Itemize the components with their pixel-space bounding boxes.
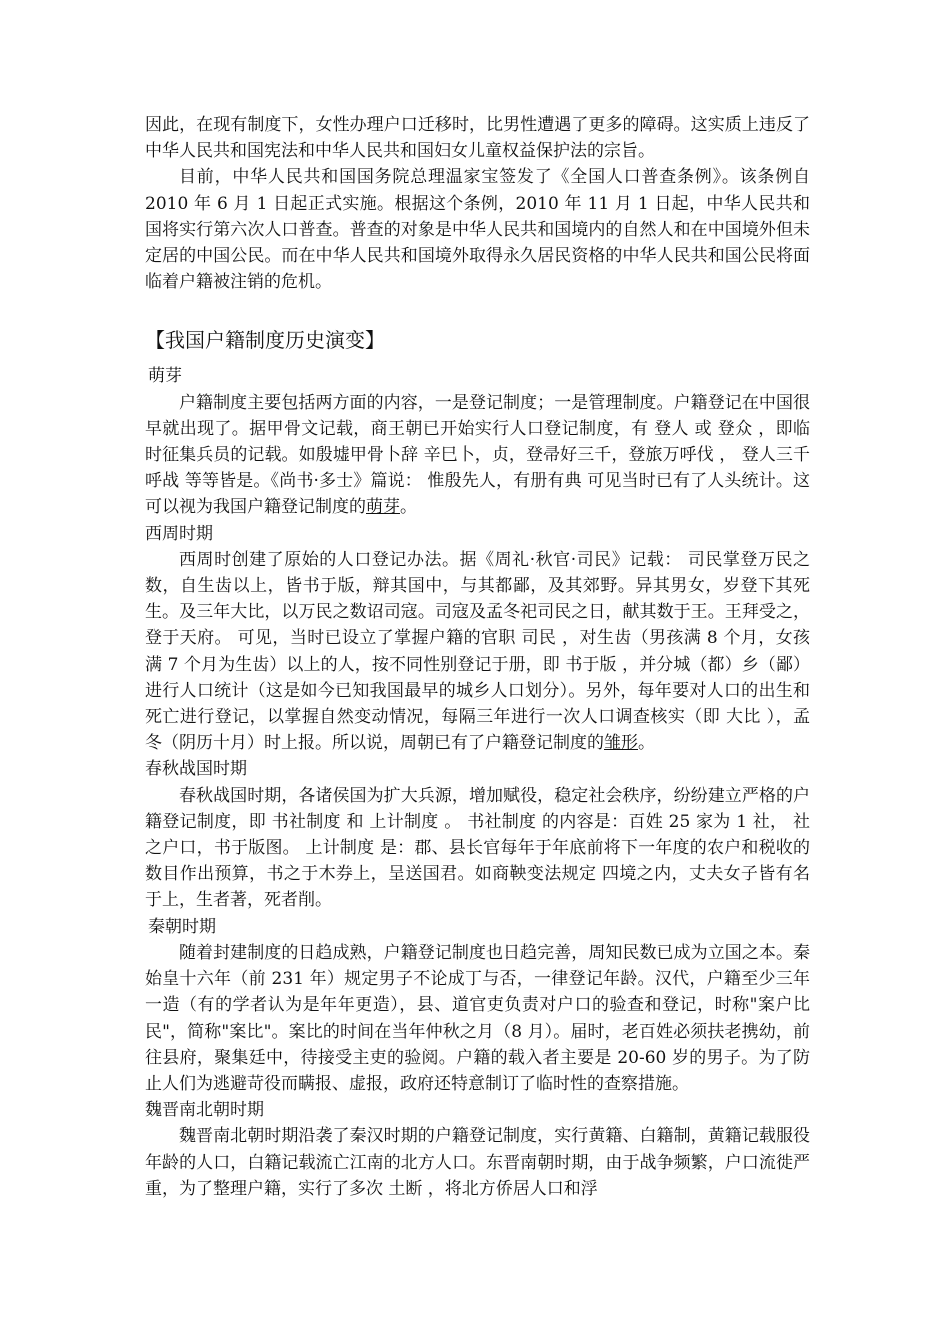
subheading-mengya: 萌芽 — [148, 366, 182, 387]
paragraph-mengya-end: 。 — [400, 497, 417, 518]
paragraph-mengya — [145, 390, 810, 521]
paragraph-qin: 随着封建制度的日趋成熟，户籍登记制度也日趋完善，周知民数已成为立国之本。秦始皇十六年（前 231 年）规定男子不论成丁与否，一律登记年龄。汉代，户籍至少三年一造（有的学者认为是年年更造），县、道官吏负责对户口的验查和登记，时称"案户比民"，简称"案比"。案比的时间在当年仲秋之月（8 月）。届时，老百姓必须扶老携幼，前往县府，聚集廷中，待接受主吏的验阅。户籍的载入者主要是 20-60 岁的男子。为了防止人们为逃避苛役而瞒报、虚报，政府还特意制订了临时性的查察措施。 — [145, 942, 810, 1094]
paragraph-xizhou — [145, 547, 810, 757]
intro-paragraph-1: 因此，在现有制度下，女性办理户口迁移时，比男性遭遇了更多的障碍。这实质上违反了中华人民共和国宪法和中华人民共和国妇女儿童权益保护法的宗旨。 — [145, 115, 810, 162]
emphasis-mengya: 萌芽 — [366, 497, 400, 518]
paragraph-xizhou-end: 。 — [638, 733, 655, 754]
intro-paragraph-2: 目前，中华人民共和国国务院总理温家宝签发了《全国人口普查条例》。该条例自 2010 年 6 月 1 日起正式实施。根据这个条例，2010 年 11 月 1 日起，中华人民共和国将实行第六次人口普查。普查的对象是中华人民共和国境内的自然人和在中国境外但未定居的中国公民。而在中华人民共和国境外取得永久居民资格的中华人民共和国公民将面临着户籍被注销的危机。 — [145, 167, 810, 293]
paragraph-chunqiu: 春秋战国时期，各诸侯国为扩大兵源，增加赋役，稳定社会秩序，纷纷建立严格的户籍登记制度，即 书社制度 和 上计制度 。 书社制度 的内容是：百姓 25 家为 1 社， 社之户口，书于版图。 上计制度 是：郡、县长官每年于年底前将下一年度的农户和税收的数目作出预算，书之于木券上，呈送国君。如商鞅变法规定 四境之内，丈夫女子皆有名于上，生者著，死者削。 — [145, 785, 810, 911]
section-heading: 【我国户籍制度历史演变】 — [145, 328, 385, 353]
subheading-chunqiu: 春秋战国时期 — [145, 759, 247, 780]
paragraph-xizhou-text: 西周时创建了原始的人口登记办法。据《周礼·秋官·司民》记载： 司民掌登万民之数，自生齿以上，皆书于版，辩其国中，与其都鄙，及其郊野。异其男女，岁登下其死生。及三年大比，以万民之数诏司寇。司寇及孟冬祀司民之日，献其数于王。王拜受之，登于天府。 可见，当时已设立了掌握户籍的官职 司民 ，对生齿（男孩满 8 个月，女孩满 7 个月为生齿）以上的人，按不同性别登记于册，即 书于版 ，并分城（都）乡（鄙）进行人口统计（这是如今已知我国最早的城乡人口划分）。另外，每年要对人口的出生和死亡进行登记，以掌握自然变动情况，每隔三年进行一次人口调查核实（即 大比 ），孟冬（阴历十月）时上报。所以说，周朝已有了户籍登记制度的 — [145, 549, 810, 754]
emphasis-xizhou: 雏形 — [604, 733, 638, 754]
subheading-xizhou: 西周时期 — [145, 523, 213, 544]
paragraph-mengya-text: 户籍制度主要包括两方面的内容，一是登记制度；一是管理制度。户籍登记在中国很早就出现了。据甲骨文记载，商王朝已开始实行人口登记制度，有 登人 或 登众 ，即临时征集兵员的记载。如殷墟甲骨卜辞 辛巳卜，贞，登帚好三千，登旅万呼伐 ， 登人三千呼战 等等皆是。《尚书·多士》篇说： 惟殷先人，有册有典 可见当时已有了人头统计。这可以视为我国户籍登记制度的 — [145, 392, 810, 518]
paragraph-weijin: 魏晋南北朝时期沿袭了秦汉时期的户籍登记制度，实行黄籍、白籍制，黄籍记载服役年龄的人口，白籍记载流亡江南的北方人口。东晋南朝时期，由于战争频繁，户口流徙严重，为了整理户籍，实行了多次 土断 ，将北方侨居人口和浮 — [145, 1126, 810, 1199]
document-page — [145, 112, 810, 1202]
subheading-qin: 秦朝时期 — [148, 916, 216, 937]
subheading-weijin: 魏晋南北朝时期 — [145, 1100, 264, 1121]
